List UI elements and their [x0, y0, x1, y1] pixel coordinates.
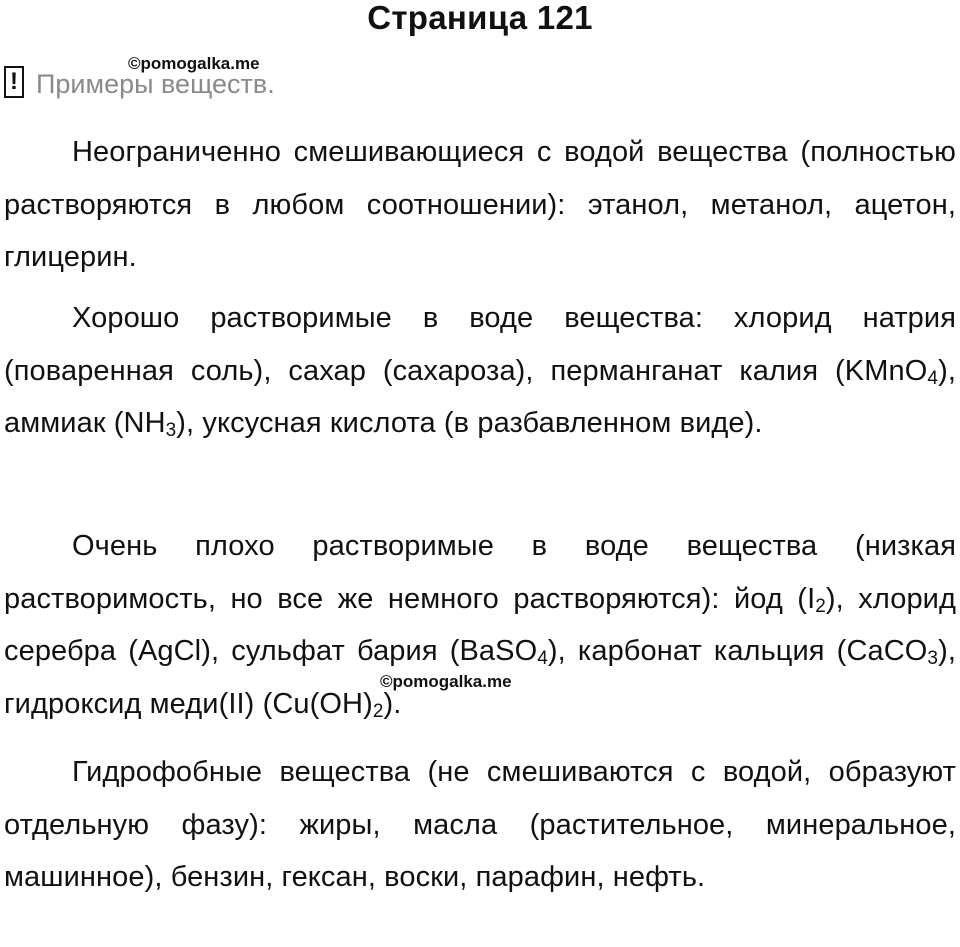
text-run: ), аммиак (NH — [4, 354, 956, 439]
watermark: ©pomogalka.me — [128, 54, 260, 73]
heading-text: Примеры веществ. — [36, 69, 275, 99]
text-run: ). — [383, 687, 402, 720]
subscript: 2 — [815, 595, 826, 617]
paragraph-text: Гидрофобные вещества (не смешиваются с водой, образуют отдельную фазу): жиры, масла (растительное, минеральное, машинное), бензин, гексан, воски, парафин, нефть. — [4, 756, 956, 893]
paragraph-hydrophobic — [4, 746, 956, 904]
subscript: 2 — [372, 700, 384, 722]
text-run: ), хлорид серебра (AgCl), сульфат бария (BaSO — [4, 582, 957, 667]
text-run: ), гидроксид меди(II) (Cu(OH) — [4, 635, 957, 720]
subscript: 3 — [165, 420, 177, 441]
text-run: Хорошо растворимые в воде вещества: хлорид натрия (поваренная соль), сахар (сахароза), перманганат калия (KMnO — [4, 302, 956, 387]
text-run: Очень плохо растворимые в воде вещества (низкая растворимость, но все же немного растворяются): йод (I — [4, 530, 956, 615]
text-run: ), уксусная кислота (в разбавленном виде). — [176, 407, 763, 439]
subscript: 4 — [927, 367, 939, 389]
subscript: 4 — [537, 648, 548, 669]
paragraph-miscible — [4, 126, 956, 284]
paragraph-poorly-soluble — [4, 520, 956, 730]
paragraph-text: Неограниченно смешивающиеся с водой вещества (полностью растворяются в любом соотношении): этанол, метанол, ацетон, глицерин. — [4, 136, 956, 273]
paragraph-soluble — [4, 292, 956, 450]
watermark: ©pomogalka.me — [380, 672, 512, 691]
text-run: ), карбонат кальция (CaCO — [547, 635, 928, 667]
subscript: 3 — [927, 648, 939, 669]
page-title: Страница 121 — [367, 0, 593, 36]
exclamation-icon: ! — [4, 66, 24, 98]
